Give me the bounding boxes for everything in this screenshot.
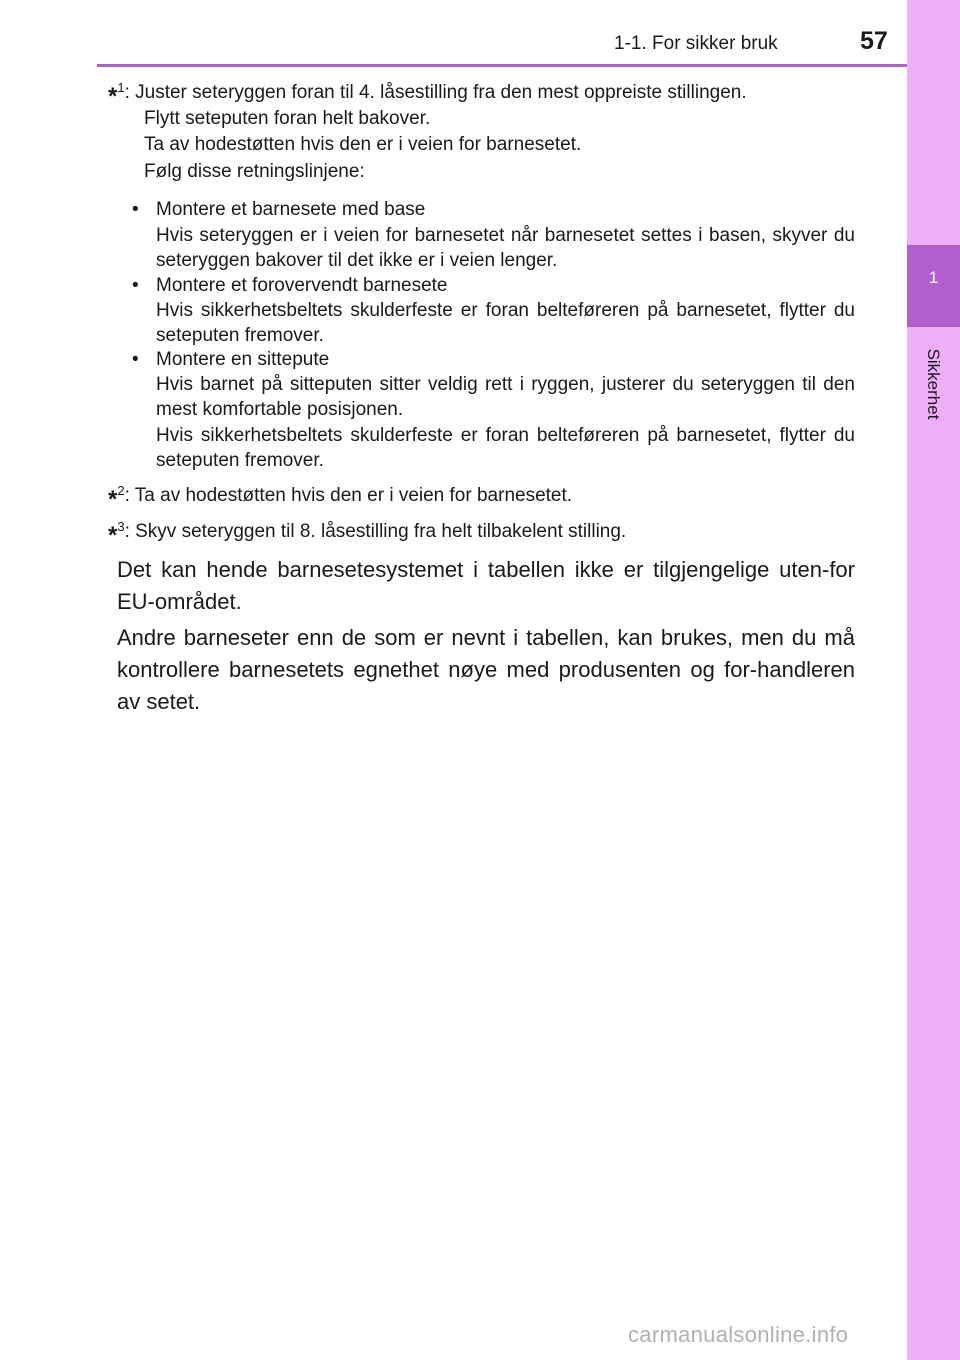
footnote-text: : Ta av hodestøtten hvis den er i veien for barnesetet. [124, 485, 573, 506]
footnote-1-line-2: Flytt seteputen foran helt bakover. [144, 108, 431, 129]
footnote-asterisk: * [108, 522, 118, 549]
footnote-number: 3 [117, 519, 125, 534]
bullet-text: Hvis sikkerhetsbeltets skulderfeste er foran belteføreren på barnesetet, flytter du seteputen fremover. [156, 425, 855, 471]
footnote-asterisk: * [108, 486, 118, 513]
bullet-title: Montere en sittepute [156, 349, 330, 370]
body-paragraph: Det kan hende barnesetesystemet i tabellen ikke er tilgjengelige uten-for EU-området. [117, 557, 855, 614]
bullet-dot: • [132, 199, 139, 220]
footnote-number: 2 [117, 483, 125, 498]
footnote-3 [108, 517, 627, 549]
side-tab [907, 0, 960, 1360]
footnote-1-line-4: Følg disse retningslinjene: [144, 161, 365, 182]
watermark: carmanualsonline.info [628, 1322, 849, 1347]
footnote-text: : Juster seteryggen foran til 4. låsestilling fra den mest oppreiste stillingen. [124, 82, 747, 103]
body-paragraph: Andre barneseter enn de som er nevnt i tabellen, kan brukes, men du må kontrollere barnesetets egnethet nøye med produsenten og for-handleren av setet. [117, 625, 855, 714]
chapter-number: 1 [928, 268, 939, 287]
bullet-text: Hvis sikkerhetsbeltets skulderfeste er foran belteføreren på barnesetet, flytter du seteputen fremover. [156, 300, 855, 346]
footnote-asterisk: * [108, 83, 118, 110]
chapter-label: Sikkerhet [924, 348, 943, 420]
page-number: 57 [860, 27, 888, 55]
bullet-dot: • [132, 349, 139, 370]
section-title: 1-1. For sikker bruk [614, 33, 778, 54]
bullet-title: Montere et forovervendt barnesete [156, 275, 448, 296]
bullet-dot: • [132, 275, 139, 296]
footnote-1-first-line [108, 78, 747, 110]
footnote-2 [108, 481, 573, 513]
header-rule [97, 64, 907, 67]
footnote-number: 1 [117, 80, 125, 95]
bullet-text: Hvis seteryggen er i veien for barnesetet når barnesetet settes i basen, skyver du seteryggen bakover til det ikke er i veien lenger. [156, 225, 855, 271]
bullet-title: Montere et barnesete med base [156, 199, 426, 220]
footnote-text: : Skyv seteryggen til 8. låsestilling fra helt tilbakelent stilling. [124, 521, 627, 542]
bullet-text: Hvis barnet på sitteputen sitter veldig rett i ryggen, justerer du seteryggen til den mest komfortable posisjonen. [156, 374, 855, 420]
footnote-1-line-3: Ta av hodestøtten hvis den er i veien for barnesetet. [144, 134, 582, 155]
